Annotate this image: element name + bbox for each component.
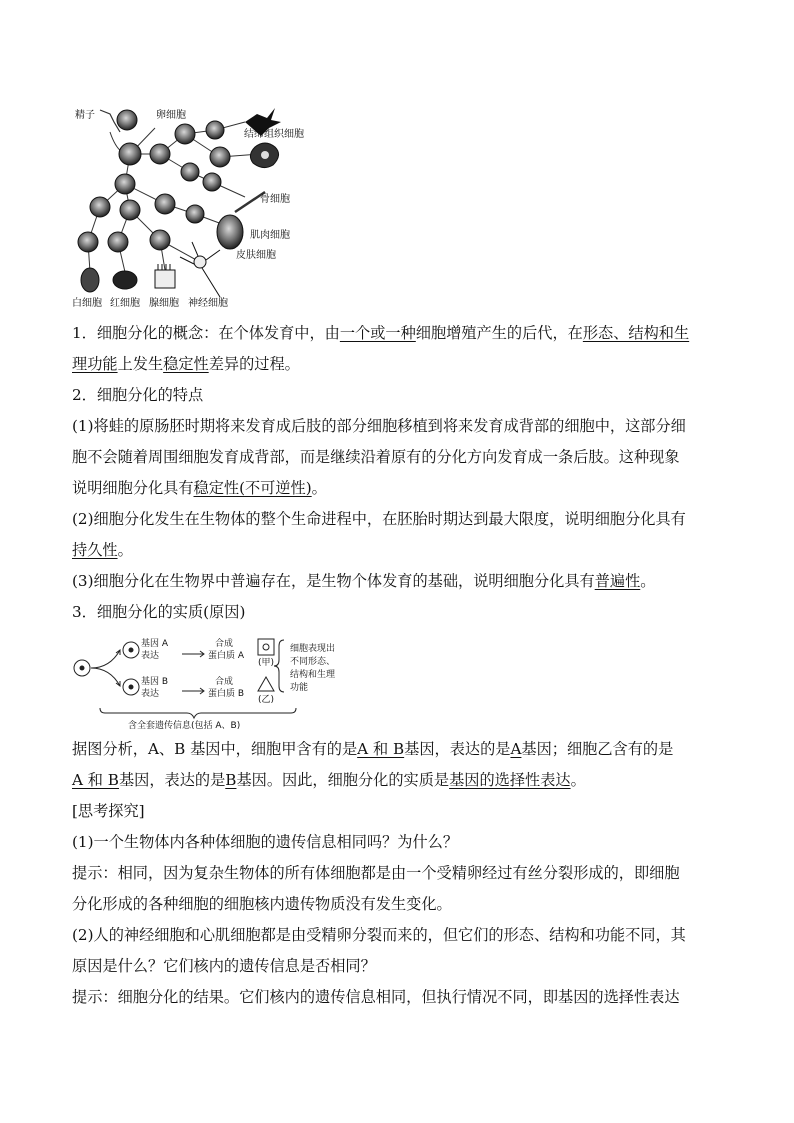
label-nerve: 神经细胞	[188, 298, 228, 309]
label-connective: 结缔组织细胞	[244, 129, 304, 140]
answer-2: 提示：细胞分化的结果。它们核内的遗传信息相同，但执行情况不同，即基因的选择性表达	[72, 988, 680, 1006]
analysis-line-1: 据图分析，A、B 基因中，细胞甲含有的是A 和 B基因，表达的是A基因；细胞乙含有的是	[72, 740, 674, 758]
text-block-2	[72, 734, 722, 1013]
gene-expression-diagram	[72, 632, 372, 732]
gene-a-express: 表达	[141, 651, 160, 661]
gene-b-express: 表达	[141, 689, 160, 699]
result-line-2: 不同形态、	[290, 657, 336, 667]
thinking-heading: [思考探究]	[72, 802, 145, 820]
question-1: (1)一个生物体内各种体细胞的遗传信息相同吗？为什么？	[72, 833, 459, 851]
label-muscle: 肌肉细胞	[250, 230, 290, 241]
label-sperm: 精子	[75, 110, 95, 121]
concept-line-2: 理功能上发生稳定性差异的过程。	[72, 355, 300, 373]
answer-1-l1: 提示：相同，因为复杂生物体的所有体细胞都是由一个受精卵经过有丝分裂形成的，即细胞	[72, 864, 680, 882]
features-p1-l3: 说明细胞分化具有稳定性(不可逆性)。	[72, 479, 327, 497]
features-p3: (3)细胞分化在生物界中普遍存在，是生物个体发育的基础，说明细胞分化具有普遍性。	[72, 572, 656, 590]
result-line-4: 功能	[290, 683, 309, 693]
protein-a: 蛋白质 A	[208, 651, 245, 661]
label-skin: 皮肤细胞	[236, 250, 276, 261]
concept-line-1: 1．细胞分化的概念：在个体发育中，由一个或一种细胞增殖产生的后代，在形态、结构和生	[72, 324, 690, 342]
full-genome-label: 含全套遗传信息(包括 A、B)	[128, 721, 241, 731]
result-line-1: 细胞表现出	[290, 644, 336, 654]
label-bone: 骨细胞	[260, 194, 290, 205]
label-red: 红细胞	[110, 298, 140, 309]
label-gland: 腺细胞	[149, 298, 179, 309]
label-egg: 卵细胞	[156, 110, 186, 121]
cell-yi: (乙)	[258, 695, 275, 705]
label-white: 白细胞	[72, 298, 102, 309]
features-p2-l1: (2)细胞分化发生在生物体的整个生命进程中，在胚胎时期达到最大限度，说明细胞分化具有	[72, 510, 686, 528]
analysis-line-2: A 和 B基因，表达的是B基因。因此，细胞分化的实质是基因的选择性表达。	[72, 771, 586, 789]
essence-heading: 3．细胞分化的实质(原因)	[72, 603, 246, 621]
cell-differentiation-figure	[70, 92, 310, 312]
gene-a-label: 基因 A	[141, 639, 169, 649]
features-p1-l2: 胞不会随着周围细胞发育成背部，而是继续沿着原有的分化方向发育成一条后肢。这种现象	[72, 448, 680, 466]
features-p1-l1: (1)将蛙的原肠胚时期将来发育成后肢的部分细胞移植到将来发育成背部的细胞中，这部分细	[72, 417, 686, 435]
answer-1-l2: 分化形成的各种细胞的细胞核内遗传物质没有发生变化。	[72, 895, 452, 913]
protein-b: 蛋白质 B	[208, 689, 245, 699]
features-heading: 2．细胞分化的特点	[72, 386, 204, 404]
cell-jia: (甲)	[258, 658, 275, 668]
question-2-l1: (2)人的神经细胞和心肌细胞都是由受精卵分裂而来的，但它们的形态、结构和功能不同，其	[72, 926, 686, 944]
synth-1: 合成	[215, 639, 234, 649]
cell-tree-svg	[70, 92, 310, 312]
gene-b-label: 基因 B	[141, 677, 169, 687]
synth-2: 合成	[215, 677, 234, 687]
result-line-3: 结构和生理	[290, 670, 336, 680]
text-block-1	[72, 318, 722, 628]
features-p2-l2: 持久性。	[72, 541, 133, 559]
question-2-l2: 原因是什么？它们核内的遗传信息是否相同？	[72, 957, 376, 975]
